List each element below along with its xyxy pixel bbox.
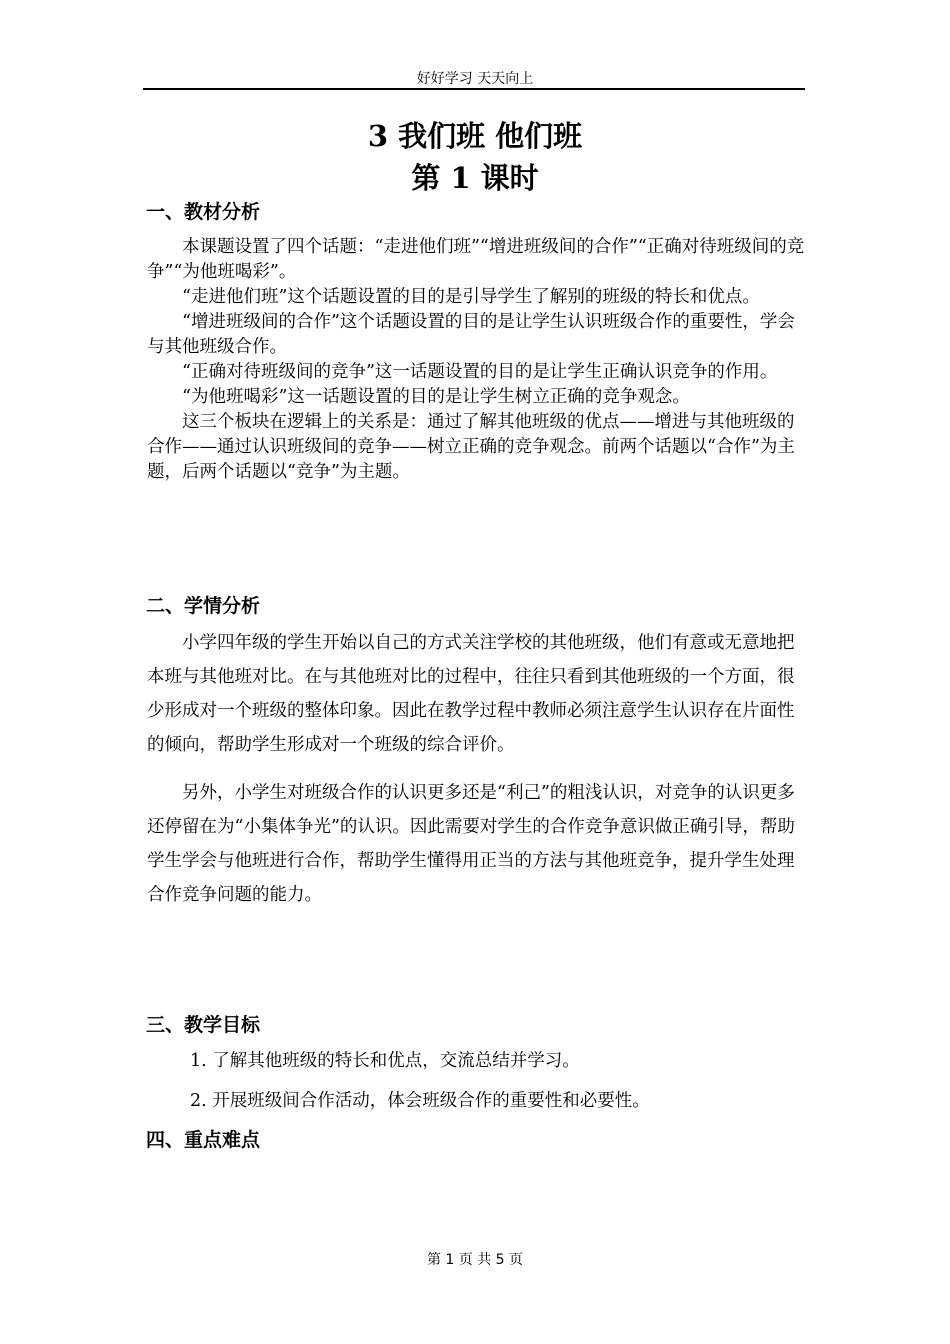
goal-item: 1. 了解其他班级的特长和优点，交流总结并学习。 bbox=[190, 1051, 580, 1071]
paragraph: “走进他们班”这个话题设置的目的是引导学生了解别的班级的特长和优点。 bbox=[182, 287, 760, 307]
paragraph: “增进班级间的合作”这个话题设置的目的是让学生认识班级合作的重要性，学会与其他班级合作。 bbox=[147, 312, 795, 357]
section-heading-key-difficulties: 四、重点难点 bbox=[146, 1129, 261, 1151]
section-body-textbook-analysis bbox=[147, 235, 807, 485]
paragraph: 本课题设置了四个话题：“走进他们班”“增进班级间的合作”“正确对待班级间的竞争”“为他班喝彩”。 bbox=[147, 237, 805, 282]
lesson-title: 3 我们班 他们班 bbox=[367, 119, 583, 153]
paragraph: 小学四年级的学生开始以自己的方式关注学校的其他班级，他们有意或无意地把本班与其他班对比。在与其他班对比的过程中，往往只看到其他班级的一个方面，很少形成对一个班级的整体印象。因此在教学过程中教师必须注意学生认识存在片面性的倾向，帮助学生形成对一个班级的综合评价。 bbox=[147, 633, 795, 755]
paragraph: “正确对待班级间的竞争”这一话题设置的目的是让学生正确认识竞争的作用。 bbox=[182, 362, 778, 382]
section-heading-textbook-analysis: 一、教材分析 bbox=[146, 201, 261, 223]
paragraph: 另外，小学生对班级合作的认识更多还是“利己”的粗浅认识，对竞争的认识更多还停留在为“小集体争光”的认识。因此需要对学生的合作竞争意识做正确引导，帮助学生学会与他班进行合作，帮助学生懂得用正当的方法与其他班竞争，提升学生处理合作竞争问题的能力。 bbox=[147, 783, 795, 905]
page-header-text: 好好学习 天天向上 bbox=[416, 71, 534, 87]
header-divider bbox=[143, 88, 805, 90]
section-heading-student-analysis: 二、学情分析 bbox=[146, 595, 261, 617]
paragraph: “为他班喝彩”这一话题设置的目的是让学生树立正确的竞争观念。 bbox=[182, 387, 690, 407]
lesson-subtitle: 第 1 课时 bbox=[411, 161, 539, 195]
section-heading-teaching-goals: 三、教学目标 bbox=[146, 1014, 261, 1036]
page-number-footer: 第 1 页 共 5 页 bbox=[426, 1252, 524, 1268]
section-body-student-analysis bbox=[147, 626, 807, 912]
paragraph: 这三个板块在逻辑上的关系是：通过了解其他班级的优点——增进与其他班级的合作——通过认识班级间的竞争——树立正确的竞争观念。前两个话题以“合作”为主题，后两个话题以“竞争”为主题。 bbox=[147, 412, 795, 482]
goal-item: 2. 开展班级间合作活动，体会班级合作的重要性和必要性。 bbox=[190, 1091, 650, 1111]
